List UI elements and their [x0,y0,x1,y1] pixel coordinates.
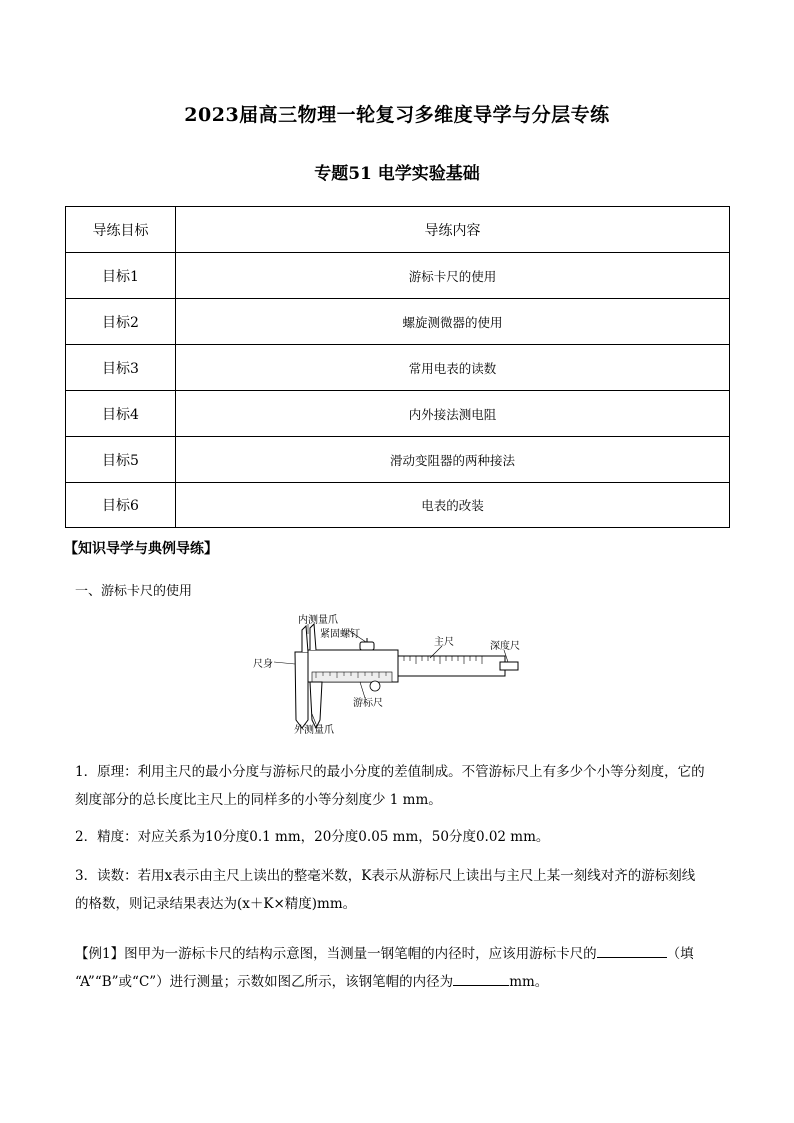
table-cell-goal: 目标2 [66,299,176,345]
depth-rod-tip [500,662,518,670]
movable-outer-jaw [310,682,322,728]
answer-blank-2[interactable] [453,971,509,986]
table-cell-content: 内外接法测电阻 [176,391,730,437]
table-header-goal: 导练目标 [66,207,176,253]
table-row [66,253,730,299]
lock-screw [360,642,374,650]
principle-line-1: 1．原理：利用主尺的最小分度与游标尺的最小分度的差值制成。不管游标尺上有多少个小等分刻度，它的 [75,764,705,780]
fixed-outer-jaw [295,652,308,728]
example-1-paragraph [75,940,725,996]
table-cell-goal: 目标3 [66,345,176,391]
label-lock-screw: 紧固螺钉 [320,629,360,640]
table-cell-content: 滑动变阻器的两种接法 [176,437,730,483]
vernier-caliper-figure [250,612,540,737]
table-row [66,437,730,483]
table-cell-content: 常用电表的读数 [176,345,730,391]
reading-line-2: 的格数，则记录结果表达为(x＋K×精度)mm。 [75,896,357,912]
answer-blank-1[interactable] [597,943,667,958]
label-vernier: 游标尺 [353,698,383,709]
table-row [66,391,730,437]
fixed-inner-jaw [302,626,308,652]
example-text-1b: （填 [666,946,694,962]
label-outer-jaw: 外测量爪 [294,725,334,736]
document-subtitle: 专题51 电学实验基础 [314,164,480,184]
table-cell-content: 电表的改装 [176,483,730,528]
label-depth-rod: 深度尺 [490,641,520,652]
table-header-row [66,207,730,253]
table-row [66,345,730,391]
table-row [66,299,730,345]
principle-line-2: 刻度部分的总长度比主尺上的同样多的小等分刻度少 1 mm。 [75,792,442,808]
example-text-2a: “A”“B”或“C”）进行测量；示数如图乙所示，该钢笔帽的内径为 [75,974,454,990]
table-row [66,483,730,528]
example-line-2 [75,968,725,996]
movable-inner-jaw [310,624,316,650]
document-title: 2023届高三物理一轮复习多维度导学与分层专练 [184,104,610,126]
table-cell-goal: 目标4 [66,391,176,437]
precision-paragraph: 2．精度：对应关系为10分度0.1 mm，20分度0.05 mm，50分度0.02 mm。 [75,829,550,845]
table-cell-content: 游标卡尺的使用 [176,253,730,299]
table-header-content: 导练内容 [176,207,730,253]
example-text-1a: 【例1】图甲为一游标卡尺的结构示意图，当测量一钢笔帽的内径时，应该用游标卡尺的 [75,946,597,962]
thumb-wheel [370,681,380,691]
table-cell-goal: 目标5 [66,437,176,483]
goals-table [65,206,730,528]
reading-paragraph [75,862,725,918]
table-cell-goal: 目标1 [66,253,176,299]
subsection-heading: 一、游标卡尺的使用 [75,584,193,599]
label-inner-jaw: 内测量爪 [298,615,338,626]
table-cell-content: 螺旋测微器的使用 [176,299,730,345]
example-line-1 [75,940,725,968]
principle-paragraph [75,758,725,814]
vernier-scale-plate [312,672,392,682]
section-heading: 【知识导学与典例导练】 [64,541,218,557]
label-main-scale: 主尺 [434,637,454,648]
table-cell-goal: 目标6 [66,483,176,528]
reading-line-1: 3．读数：若用x表示由主尺上读出的整毫米数，K表示从游标尺上读出与主尺上某一刻线对齐的游标刻线 [75,868,696,884]
label-body: 尺身 [253,659,273,670]
example-text-2b: mm。 [509,974,549,990]
